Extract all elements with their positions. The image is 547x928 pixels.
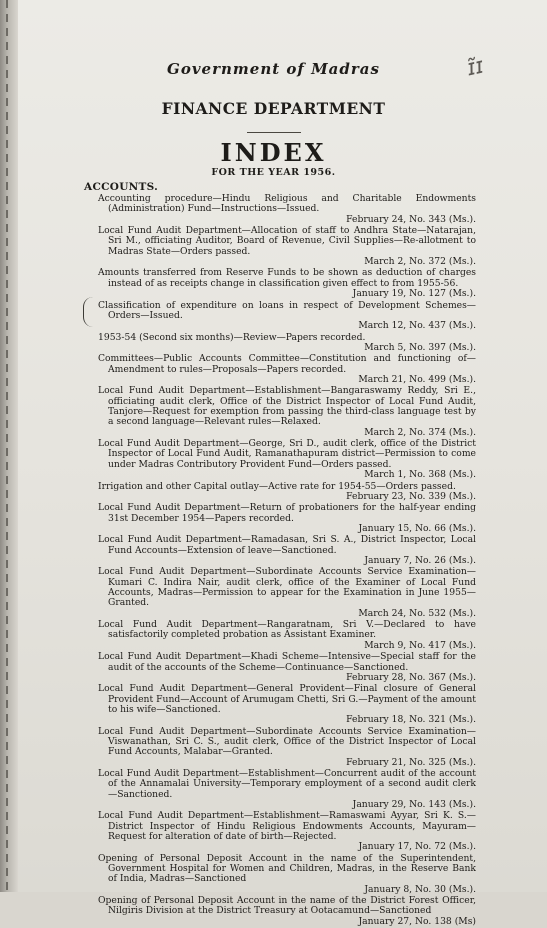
index-entry (98, 194, 476, 225)
entry-text: Committees—Public Accounts Committee—Constitution and functioning of—Amendment to rules—Proposals—Papers recorded. (98, 353, 476, 375)
index-entry (98, 620, 476, 651)
index-entry (98, 727, 476, 768)
entry-reference: March 24, No. 532 (Ms.). (358, 607, 476, 619)
entry-text: Local Fund Audit Department—Khadi Scheme—Intensive—Special staff for the audit of the accounts of the Scheme—Continuance—Sanctioned. (98, 651, 476, 673)
index-entries (98, 194, 476, 928)
index-entry (98, 386, 476, 437)
entry-reference: February 24, No. 343 (Ms.). (346, 213, 476, 225)
entry-reference: March 1, No. 368 (Ms.). (364, 469, 476, 481)
index-entry (98, 268, 476, 299)
government-title: Government of Madras (167, 60, 380, 78)
entry-reference: March 5, No. 397 (Ms.). (364, 341, 476, 353)
index-entry (98, 301, 476, 332)
entry-text: Local Fund Audit Department—Establishment—Ramaswami Ayyar, Sri K. S.—District Inspector of Hindu Religious Endowments Accounts, Mayuram—Request for alteration of date of birth—Rejected. (98, 810, 476, 842)
index-entry (98, 226, 476, 267)
title-divider (247, 132, 301, 133)
index-entry (98, 482, 476, 503)
index-entry (98, 333, 476, 354)
margin-bracket-mark (83, 297, 98, 327)
department-title: FINANCE DEPARTMENT (161, 99, 386, 118)
entry-text: Local Fund Audit Department—Subordinate Accounts Service Examination—Viswanathan, Sri C. S., audit clerk, Office of the District Inspector of Local Fund Accounts, Malabar—Granted. (98, 725, 476, 758)
index-entry (98, 896, 476, 927)
index-entry (98, 684, 476, 725)
entry-text: Local Fund Audit Department—Establishment—Bangaraswamy Reddy, Sri E., officiating audit clerk, Office of the District Inspector of Local Fund Audit, Tanjore—Request for exemption from passing the third-class language test by a second language—Relevant rules—Relaxed. (98, 385, 476, 428)
index-entry (98, 652, 476, 683)
entry-text: Local Fund Audit Department—Rangaratnam, Sri V.—Declared to have satisfactorily completed probation as Assistant Examiner. (98, 619, 476, 641)
entry-reference: March 2, No. 372 (Ms.). (364, 255, 476, 267)
entry-reference: January 29, No. 143 (Ms.). (352, 798, 476, 810)
entry-text: Local Fund Audit Department—Ramadasan, Sri S. A., District Inspector, Local Fund Accounts—Extension of leave—Sanctioned. (98, 534, 476, 556)
entry-text: Local Fund Audit Department—Return of probationers for the half-year ending 31st December 1954—Papers recorded. (98, 502, 476, 524)
entry-reference: March 12, No. 437 (Ms.). (358, 320, 476, 332)
index-entry (98, 354, 476, 385)
entry-reference: January 15, No. 66 (Ms.). (358, 522, 476, 534)
index-entry (98, 769, 476, 810)
entry-reference: February 28, No. 367 (Ms.). (346, 671, 476, 683)
entry-reference: February 23, No. 339 (Ms.). (346, 490, 476, 502)
entry-text: Opening of Personal Deposit Account in the name of the Superintendent, Government Hospital for Women and Children, Madras, in the Reserve Bank of India, Madras—Sanctioned (98, 852, 476, 885)
entry-text: Local Fund Audit Department—General Provident—Final closure of General Provident Fund—Account of Arumugam Chetti, Sri G.—Payment of the amount to his wife—Sanctioned. (98, 683, 476, 715)
entry-reference: January 27, No. 138 (Ms) (358, 915, 476, 927)
entry-text: Accounting procedure—Hindu Religious and Charitable Endowments (Administration) Fund—Instructions—Issued. (98, 193, 476, 215)
entry-text: Irrigation and other Capital outlay—Active rate for 1954-55—Orders passed. (98, 480, 456, 492)
entry-text: Classification of expenditure on loans in respect of Development Schemes—Orders—Issued. (98, 299, 476, 321)
entry-reference: March 2, No. 374 (Ms.). (364, 426, 476, 438)
entry-text: Local Fund Audit Department—Allocation of staff to Andhra State—Natarajan, Sri M., officiating Auditor, Board of Revenue, Civil Supplies—Re-allotment to Madras State—Orders passed. (98, 225, 476, 257)
index-title: INDEX (220, 138, 327, 167)
index-entry (98, 811, 476, 852)
entry-text: Local Fund Audit Department—Establishment—Concurrent audit of the account of the Annamalai University—Temporary employment of a second audit clerk—Sanctioned. (98, 768, 476, 800)
index-entry (98, 503, 476, 534)
entry-text: 1953-54 (Second six months)—Review—Papers recorded. (98, 331, 366, 343)
entry-reference: January 7, No. 26 (Ms.). (364, 554, 476, 566)
entry-reference: March 21, No. 499 (Ms.). (358, 373, 476, 385)
entry-reference: January 19, No. 127 (Ms.). (352, 288, 476, 300)
entry-text: Local Fund Audit Department—George, Sri D., audit clerk, office of the District Inspector of Local Fund Audit, Ramanathapuram district—Permission to come under Madras Contributory Provident Fund—Orders passed. (98, 438, 476, 470)
index-entry (98, 535, 476, 566)
entry-text: Local Fund Audit Department—Subordinate Accounts Service Examination—Kumari C. Indira Nair, audit clerk, office of the Examiner of Local Fund Accounts, Madras—Permission to appear for the Examination in June 1955—Granted. (98, 566, 476, 609)
entry-text: Opening of Personal Deposit Account in the name of the District Forest Officer, Nilgiris Division at the District Treasury at Ootacamund—Sanctioned (98, 895, 476, 917)
entry-reference: January 17, No. 72 (Ms.). (358, 841, 476, 853)
binding-edge (0, 0, 18, 892)
entry-reference: January 8, No. 30 (Ms.). (364, 883, 476, 895)
handwritten-mark: ɪ̃ɪ (464, 53, 486, 82)
entry-reference: March 9, No. 417 (Ms.). (364, 639, 476, 651)
entry-reference: February 18, No. 321 (Ms.). (346, 714, 476, 726)
index-entry (98, 854, 476, 895)
entry-reference: February 21, No. 325 (Ms.). (346, 756, 476, 768)
entry-text: Amounts transferred from Reserve Funds to be shown as deduction of charges instead of as receipts change in classification given effect to from 1955-56. (98, 267, 476, 289)
index-entry (98, 567, 476, 618)
index-entry (98, 439, 476, 480)
year-line: FOR THE YEAR 1956. (211, 167, 336, 178)
section-heading: ACCOUNTS. (84, 181, 159, 193)
